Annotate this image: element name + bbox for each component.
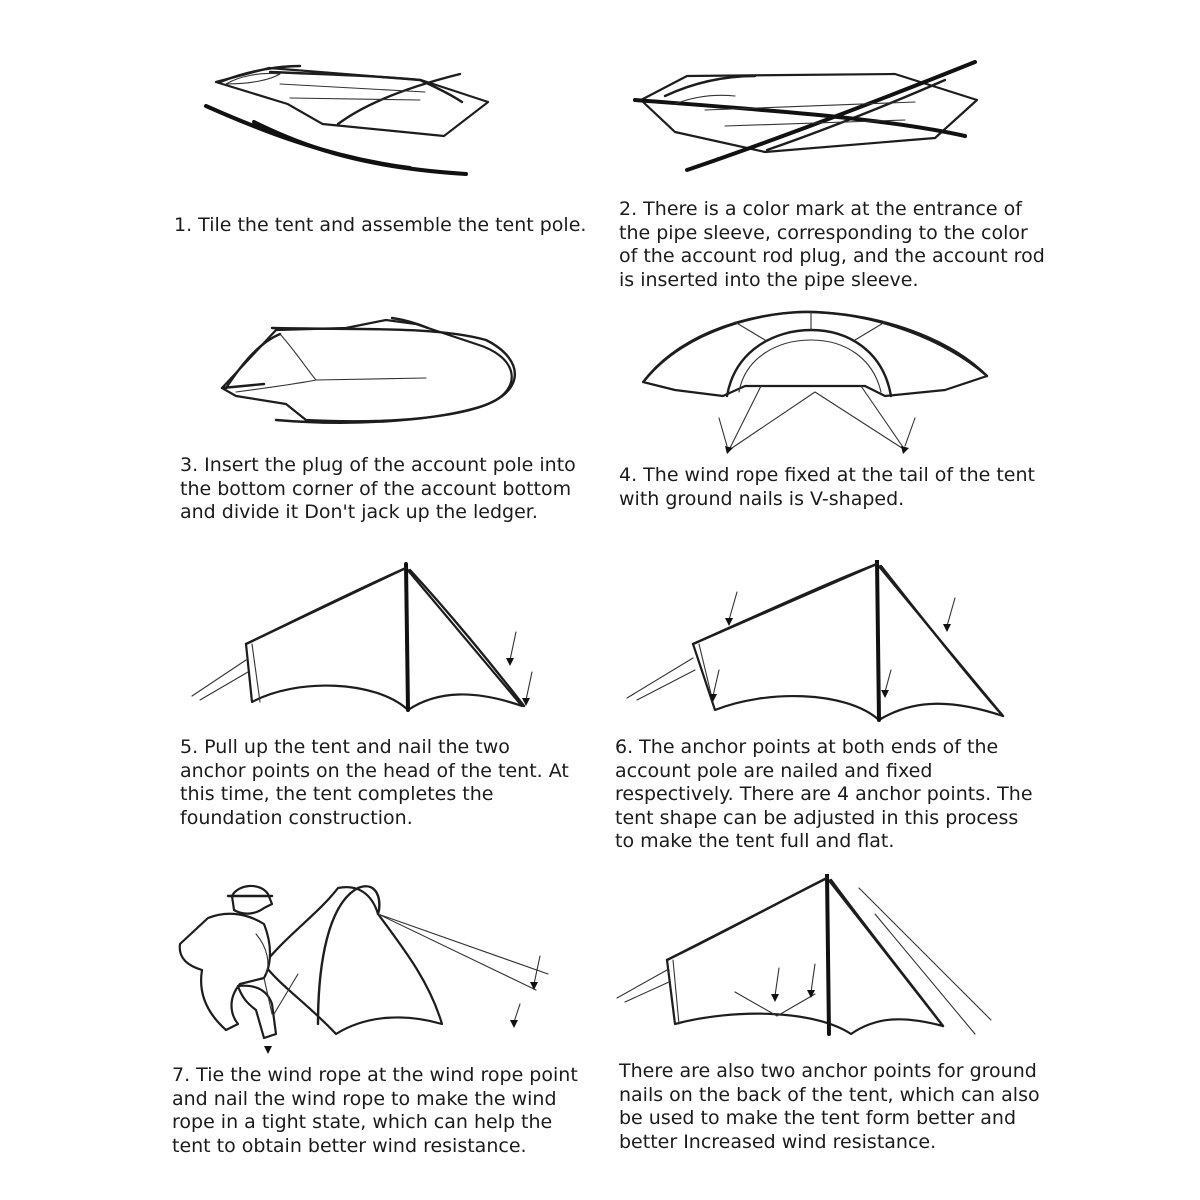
step-1-caption: 1. Tile the tent and assemble the tent pole. [174, 214, 587, 236]
person-tying-wind-rope-icon [168, 874, 558, 1064]
arched-tent-v-rope-icon [615, 300, 995, 460]
step-2-panel [615, 40, 1175, 322]
pole-plug-corner-icon [176, 300, 536, 440]
tent-back-anchors-icon [615, 874, 995, 1064]
step-3-caption: 3. Insert the plug of the account pole into the bottom corner of the account bottom and divide it Don't jack up the ledger. [180, 454, 576, 523]
step-4-panel [615, 300, 1175, 582]
flat-tent-with-poles-icon [170, 40, 490, 190]
step-8-panel [615, 874, 1175, 1156]
step-6-caption: 6. The anchor points at both ends of the account pole are nailed and fixed respectively. There are 4 anchor points. The tent shape can be adjusted in this process to make the tent full and flat. [615, 736, 1033, 852]
step-7-caption: 7. Tie the wind rope at the wind rope point and nail the wind rope to make the wind rope in a tight state, which can help the tent to obtain better wind resistance. [172, 1064, 578, 1157]
step-4-caption: 4. The wind rope fixed at the tail of the tent with ground nails is V-shaped. [619, 464, 1035, 510]
step-2-caption: 2. There is a color mark at the entrance of the pipe sleeve, corresponding to the color of the account rod plug, and the account rod is inserted into the pipe sleeve. [619, 198, 1045, 291]
pitched-tent-head-anchors-icon [176, 560, 546, 730]
step-5-caption: 5. Pull up the tent and nail the two anchor points on the head of the tent. At this time, the tent completes the foundation construction. [180, 736, 569, 829]
step-6-panel [615, 560, 1175, 852]
pole-inserted-sleeve-icon [615, 40, 995, 190]
pitched-tent-four-anchors-icon [615, 560, 1005, 730]
step-8-caption: There are also two anchor points for ground nails on the back of the tent, which can also be used to make the tent form better and better Increased wind resistance. [619, 1060, 1040, 1153]
